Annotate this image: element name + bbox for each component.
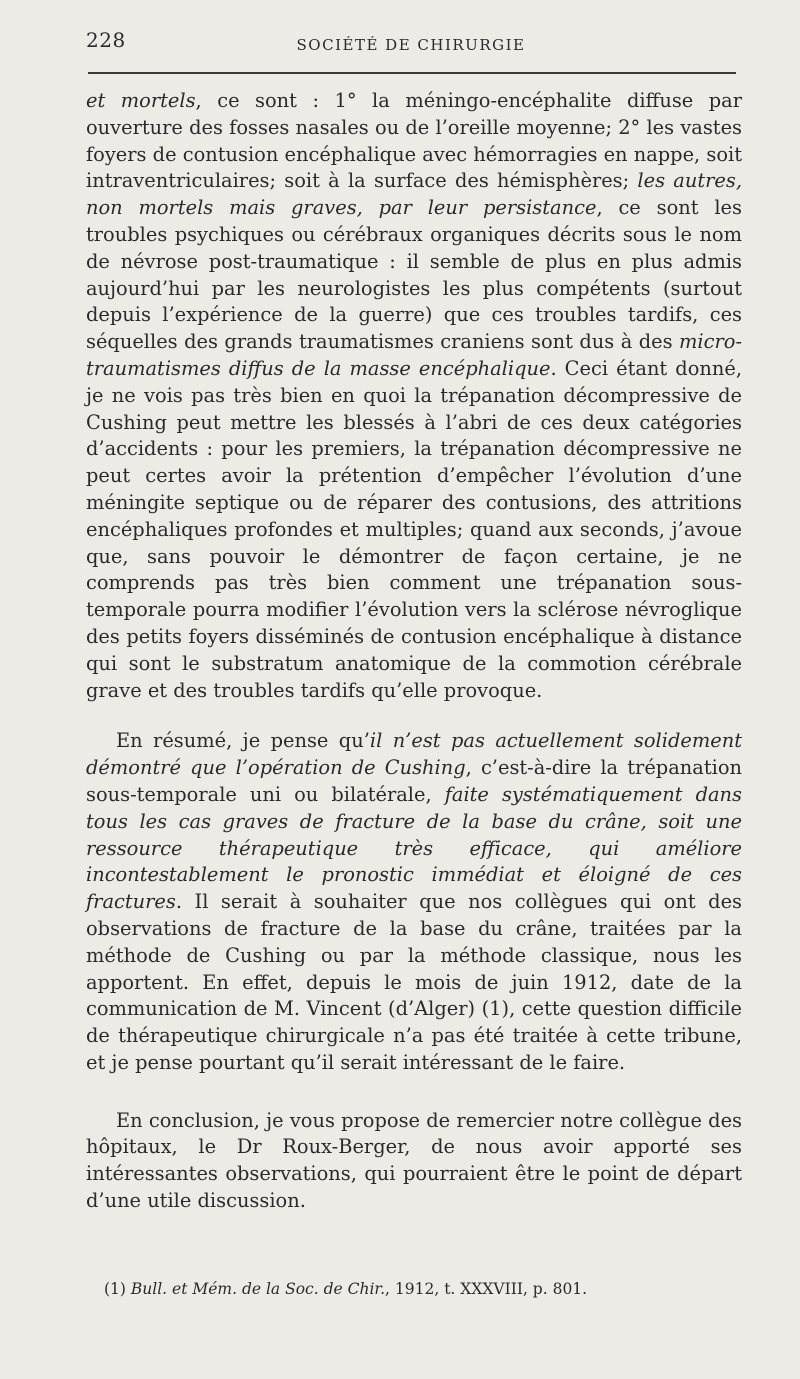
running-head: SOCIÉTÉ DE CHIRURGIE	[296, 36, 526, 54]
p2-text-2: , c’est-à-dire la trépanation sous-temporale uni ou bilatérale,	[86, 756, 742, 806]
page-header	[86, 28, 736, 62]
p1-text-1: , ce sont : 1° la méningo-encéphalite diffuse par ouverture des fosses nasales ou de l’oreille moyenne; 2° les vastes foyers de contusion encéphalique avec hémorragies en nappe, soit intraventriculaires; soit à la surface des hémisphères;	[86, 89, 742, 193]
p1-text-2: , ce sont les troubles psychiques ou cérébraux organiques décrits sous le nom de névrose post-traumatique : il semble de plus en plus admis aujourd’hui par les neurologistes les plus compétents (surtout depuis l’expérience de la guerre) que ces troubles tardifs, ces séquelles des grands traumatismes craniens sont dus à des	[86, 196, 742, 354]
paragraph-2	[86, 728, 742, 1076]
p1-text-3: . Ceci étant donné, je ne vois pas très bien en quoi la trépanation décompressive de Cushing peut mettre les blessés à l’abri de ces deux catégories d’accidents : pour les premiers, la trépanation décompressive ne peut certes avoir la prétention d’empêcher l’évolution d’une méningite septique ou de réparer des contusions, des attritions encéphaliques profondes et multiples; quand aux seconds, j’avoue que, sans pouvoir le démontrer de façon certaine, je ne comprends pas très bien comment une trépanation sous-temporale pourra modifier l’évolution vers la sclérose névroglique des petits foyers disséminés de contusion encéphalique à distance qui sont le substratum anatomique de la commotion cérébrale grave et des troubles tardifs qu’elle provoque.	[86, 356, 742, 702]
p2-italic-1: il n’est pas actuellement solidement démontré que l’opération de Cushing	[86, 729, 742, 780]
header-rule	[88, 72, 736, 74]
p2-text-1: En résumé, je pense qu’	[116, 729, 370, 753]
paragraph-spacer	[86, 1077, 742, 1108]
p1-italic-1: et mortels	[86, 89, 196, 112]
footnote-marker: (1)	[104, 1280, 131, 1298]
footnote-citation: Bull. et Mém. de la Soc. de Chir.	[130, 1280, 386, 1298]
p2-text-3: . Il serait à souhaiter que nos collègues qui ont des observations de fracture de la base du crâne, traitées par la méthode de Cushing ou par la méthode classique, nous les apportent. En effet, depuis le mois de juin 1912, date de la communication de M. Vincent (d’Alger) (1), cette question difficile de thérapeutique chirurgicale n’a pas été traitée à cette tribune, et je pense pourtant qu’il serait intéressant de le faire.	[86, 890, 742, 1074]
p2-italic-2: faite systématiquement dans tous les cas graves de fracture de la base du crâne, soit une ressource thérapeutique très efficace, qui améliore incontestablement le pronostic immédiat et éloigné de ces fractures	[86, 782, 742, 914]
body-text	[86, 88, 742, 1215]
paragraph-1	[86, 88, 742, 704]
paragraph-3	[86, 1108, 742, 1215]
page-number: 228	[86, 28, 126, 52]
footnote-details: , 1912, t. XXXVIII, p. 801.	[385, 1280, 588, 1298]
p3-text-1: En conclusion, je vous propose de remercier notre collègue des hôpitaux, le Dr Roux-Berger, de nous avoir apporté ses intéressantes observations, qui pourraient être le point de départ d’une utile discussion.	[86, 1108, 742, 1213]
p1-italic-3: micro-traumatismes diffus de la masse encéphalique	[86, 330, 742, 380]
footnote	[104, 1278, 734, 1300]
paragraph-spacer	[86, 704, 742, 728]
p1-italic-2: les autres, non mortels mais graves, par leur persistance	[86, 169, 742, 220]
